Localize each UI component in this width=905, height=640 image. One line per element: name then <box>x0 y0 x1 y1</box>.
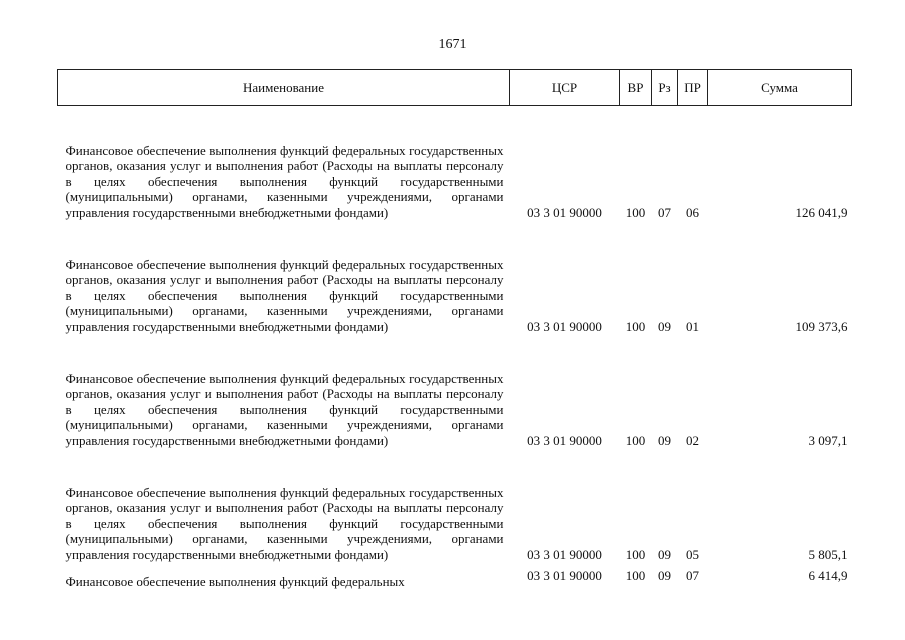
header-sum: Сумма <box>708 70 852 106</box>
header-vr: ВР <box>620 70 652 106</box>
row-vr: 100 <box>625 318 646 334</box>
table-row <box>58 334 852 448</box>
row-csr: 03 3 01 90000 <box>527 568 602 583</box>
row-sum: 126 041,9 <box>795 204 848 220</box>
row-name: Финансовое обеспечение выполнения функций федеральных государственных органов, оказания услуг и выполнения работ (Расходы на выплаты персоналу в целях обеспечения выполнения функций государственными (муниципальными) органами, казенными учреждениями, органами управления государственными внебюджетными фондами) <box>65 142 504 220</box>
table-row <box>58 220 852 334</box>
row-csr: 03 3 01 90000 <box>527 318 602 334</box>
header-rz: Рз <box>652 70 678 106</box>
row-rz: 09 <box>658 568 671 583</box>
page-number: 1671 <box>438 37 467 52</box>
row-vr: 100 <box>625 204 646 220</box>
row-name: Финансовое обеспечение выполнения функций федеральных государственных органов, оказания услуг и выполнения работ (Расходы на выплаты персоналу в целях обеспечения выполнения функций государственными (муниципальными) органами, казенными учреждениями, органами управления государственными внебюджетными фондами) <box>65 370 504 448</box>
row-name: Финансовое обеспечение выполнения функций федеральных государственных органов, оказания услуг и выполнения работ (Расходы на выплаты персоналу в целях обеспечения выполнения функций государственными (муниципальными) органами, казенными учреждениями, органами управления государственными внебюджетными фондами) <box>65 256 504 334</box>
row-sum: 6 414,9 <box>808 568 848 583</box>
row-pr: 07 <box>686 568 699 583</box>
table-row <box>58 448 852 562</box>
row-name: Финансовое обеспечение выполнения функций федеральных <box>65 574 405 589</box>
row-sum: 5 805,1 <box>808 546 848 562</box>
table-row <box>58 106 852 221</box>
row-rz: 09 <box>658 546 671 562</box>
table-header-row <box>58 70 852 106</box>
budget-table <box>57 69 852 590</box>
row-csr: 03 3 01 90000 <box>527 204 602 220</box>
row-name: Финансовое обеспечение выполнения функций федеральных государственных органов, оказания услуг и выполнения работ (Расходы на выплаты персоналу в целях обеспечения выполнения функций государственными (муниципальными) органами, казенными учреждениями, органами управления государственными внебюджетными фондами) <box>65 484 504 562</box>
row-vr: 100 <box>625 546 646 562</box>
row-rz: 09 <box>658 318 671 334</box>
row-rz: 07 <box>658 204 671 220</box>
row-sum: 3 097,1 <box>808 432 848 448</box>
row-vr: 100 <box>625 432 646 448</box>
row-vr: 100 <box>625 568 646 583</box>
table-row <box>58 562 852 590</box>
row-pr: 06 <box>686 204 699 220</box>
header-csr: ЦСР <box>510 70 620 106</box>
header-name: Наименование <box>58 70 510 106</box>
row-pr: 05 <box>686 546 699 562</box>
row-pr: 01 <box>686 318 699 334</box>
header-pr: ПР <box>678 70 708 106</box>
row-csr: 03 3 01 90000 <box>527 546 602 562</box>
row-csr: 03 3 01 90000 <box>527 432 602 448</box>
row-rz: 09 <box>658 432 671 448</box>
row-pr: 02 <box>686 432 699 448</box>
row-sum: 109 373,6 <box>795 318 848 334</box>
